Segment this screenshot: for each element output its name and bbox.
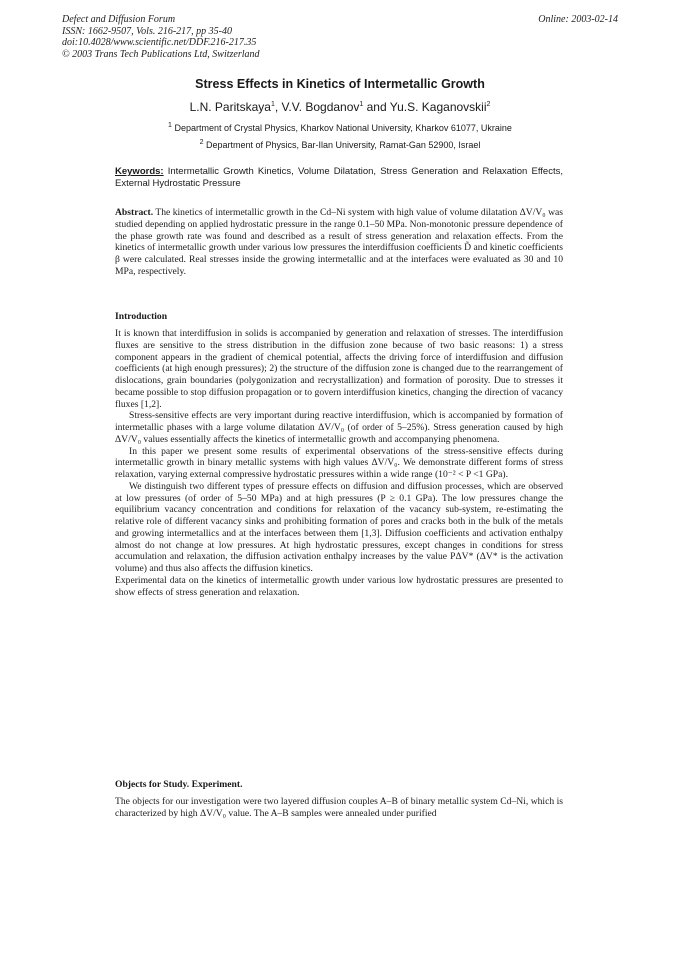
keywords-label: Keywords: [115, 166, 164, 177]
affiliation-text: Department of Crystal Physics, Kharkov National University, Kharkov 61077, Ukraine [171, 123, 512, 133]
author-name: V.V. Bogdanov [281, 100, 360, 114]
abstract-label: Abstract. [115, 207, 154, 218]
journal-name: Defect and Diffusion Forum [62, 14, 176, 25]
affiliation-2 [62, 140, 618, 150]
journal-header [62, 14, 618, 60]
intro-paragraph: In this paper we present some results of experimental observations of the stress-sensitive effects during intermetallic growth in binary metallic systems with high values ΔV/V₀. We demonstrate different forms of stress relaxation, varying external compressive hydrostatic pressures within a wide range (10⁻² < P <1 GPa). [115, 445, 563, 480]
abstract [115, 207, 563, 278]
author-affil-mark: 1 [359, 101, 364, 108]
intro-paragraph: We distinguish two different types of pressure effects on diffusion and diffusion processes, which are observed at low pressures (of order of 5–50 MPa) and at high pressures (P ≥ 0.1 GPa). The low pressures change the equilibrium vacancy concentration and conditions for relaxation of the vacancy sub-system, re-estimating the relative role of different vacancy sinks and prohibiting formation of pores and cracks both in the bulk of the metals and growing intermetallics and at the interfaces between them [1,3]. Diffusion coefficients and activation enthalpy almost do not change at low pressures. At high hydrostatic pressures, except changes in conditions for stress accumulation and relaxation, the diffusion activation enthalpy increases by the value PΔV* (ΔV* is the activation volume) and thus also affects the diffusion kinetics. [115, 480, 563, 574]
intro-paragraph: It is known that interdiffusion in solids is accompanied by generation and relaxation of stresses. The interdiffusion fluxes are sensitive to the stress distribution in the diffusion zone because of two basic reasons: 1) a stress component appears in the gradient of chemical potential, affects the driving force of interdiffusion and diffusion coefficients (at high enough pressures); 2) the structure of the diffusion zone is changed due to the rearrangement of dislocations, grain boundaries (polygonization and recrystallization) and formation of porosity. Due to stresses it became possible to stop diffusion propagation or to govern interdiffusion kinetics, changing the direction of vacancy fluxes [1,2]. [115, 328, 563, 410]
intro-paragraph: Experimental data on the kinetics of intermetallic growth under various low hydrostatic pressures are presented to show effects of stress generation and relaxation. [115, 574, 563, 598]
author-affil-mark: 2 [486, 101, 491, 108]
author-list [62, 100, 618, 114]
author-affil-mark: 1 [270, 101, 275, 108]
introduction-section [115, 328, 563, 598]
keywords-block [115, 166, 563, 190]
doi-line: doi:10.4028/www.scientific.net/DDF.216-217.35 [62, 37, 257, 48]
author-separator: , [274, 100, 282, 114]
author-name: L.N. Paritskaya [189, 100, 271, 114]
author-separator: and [363, 100, 390, 114]
copyright-line: © 2003 Trans Tech Publications Ltd, Switzerland [62, 48, 260, 60]
paper-title: Stress Effects in Kinetics of Intermetallic Growth [195, 77, 485, 91]
objects-paragraph: The objects for our investigation were two layered diffusion couples A–B of binary metallic system Cd–Ni, which is characterized by high ΔV/V₀ value. The A–B samples were annealed under purified [115, 796, 563, 819]
abstract-text: The kinetics of intermetallic growth in the Cd–Ni system with high value of volume dilatation ΔV/V₀ was studied depending on applied hydrostatic pressure in the range 0.1–50 MPa. Non-monotonic pressure dependence of the phase growth rate was found and described as a result of stress generation and relaxation effects. From the kinetics of intermetallic growth under various low pressures the interdiffusion coefficients D̃ and kinetic coefficients β were calculated. Real stresses inside the growing intermetallic and at the interfaces were evaluated as 30 and 10 MPa, respectively. [115, 207, 563, 277]
section-heading-introduction: Introduction [115, 311, 168, 322]
affiliation-mark: 2 [199, 139, 204, 146]
section-heading-objects: Objects for Study. Experiment. [115, 779, 243, 790]
online-date: Online: 2003-02-14 [538, 14, 618, 25]
affiliation-1 [62, 123, 618, 133]
affiliation-text: Department of Physics, Bar-Ilan University, Ramat-Gan 52900, Israel [203, 140, 481, 150]
objects-section [115, 796, 563, 820]
issn-line: ISSN: 1662-9507, Vols. 216-217, pp 35-40 [62, 25, 232, 37]
keywords-text: Intermetallic Growth Kinetics, Volume Dilatation, Stress Generation and Relaxation Effects, External Hydrostatic Pressure [115, 166, 563, 189]
affiliation-mark: 1 [168, 122, 172, 129]
author-name: Yu.S. Kaganovskii [389, 100, 487, 114]
intro-paragraph: Stress-sensitive effects are very important during reactive interdiffusion, which is accompanied by formation of intermetallic phases with a large volume dilatation ΔV/V₀ (of order of 5–25%). Stress generation caused by high ΔV/V₀ values essentially affects the kinetics of intermetallic growth and accompanying phenomena. [115, 410, 563, 445]
